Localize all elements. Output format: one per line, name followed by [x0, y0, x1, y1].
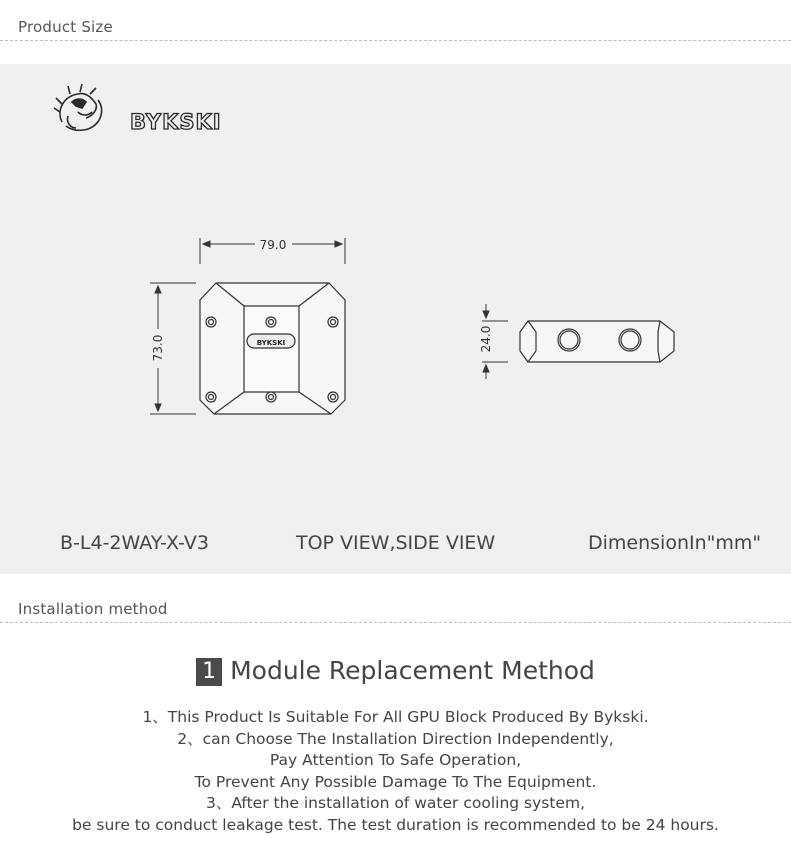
technical-drawing [0, 64, 791, 574]
instruction-line: be sure to conduct leakage test. The test duration is recommended to be 24 hours. [72, 815, 719, 834]
method-number-badge: 1 [196, 658, 222, 686]
top-view-block [200, 283, 345, 414]
instruction-line: To Prevent Any Possible Damage To The Equipment. [194, 772, 597, 791]
instruction-list [0, 707, 791, 836]
section-title: Product Size [18, 18, 113, 36]
view-caption: TOP VIEW,SIDE VIEW [296, 532, 496, 554]
dashed-divider [0, 622, 791, 623]
badge-label: BYKSKI [256, 339, 286, 347]
section-title: Installation method [18, 600, 168, 618]
side-view-block [520, 321, 674, 362]
dimension-caption: DimensionIn"mm" [588, 532, 762, 554]
method-heading [0, 656, 791, 686]
section-header-product-size [0, 18, 791, 42]
instruction-line: Pay Attention To Safe Operation, [269, 751, 522, 769]
instruction-line: 3、After the installation of water cooling system, [206, 794, 585, 812]
section-header-installation [0, 600, 791, 624]
model-caption: B-L4-2WAY-X-V3 [60, 532, 209, 554]
product-size-panel [0, 64, 791, 574]
width-dimension-label: 79.0 [259, 238, 287, 252]
instruction-line: 1、This Product Is Suitable For All GPU Block Produced By Bykski. [142, 708, 649, 726]
dashed-divider [0, 40, 791, 41]
height-dimension-label: 73.0 [151, 334, 165, 362]
side-dimension-label: 24.0 [479, 325, 493, 353]
instruction-line: 2、can Choose The Installation Direction Independently, [177, 729, 614, 748]
method-title: Module Replacement Method [230, 656, 595, 685]
brand-wordmark: BYKSKI [130, 110, 222, 134]
